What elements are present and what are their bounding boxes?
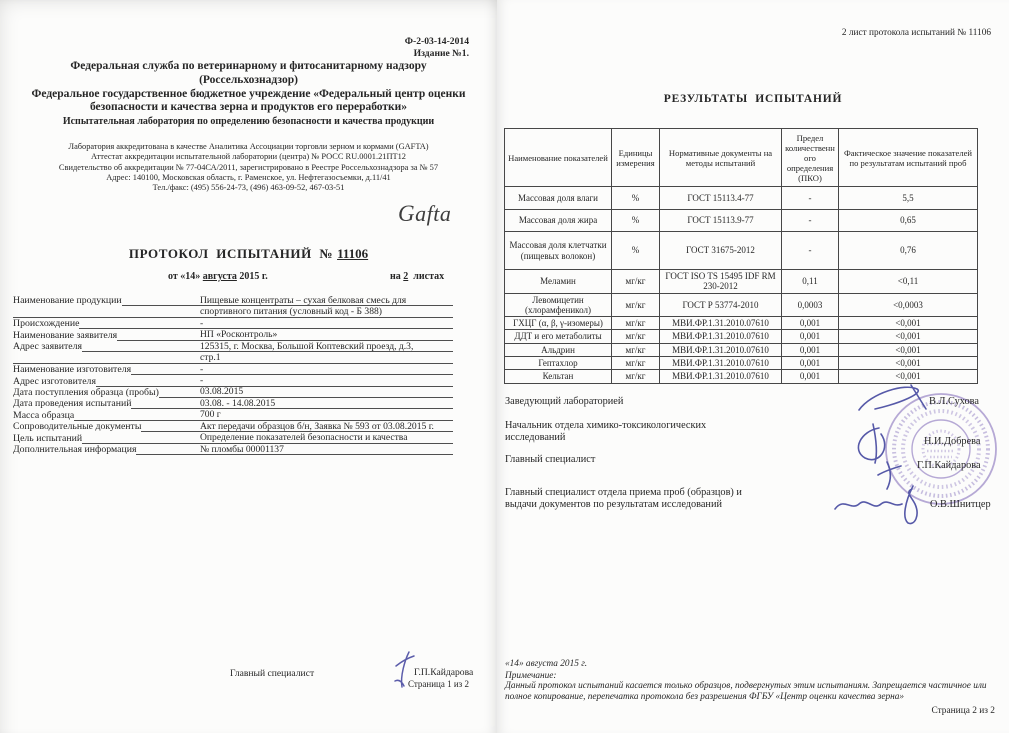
- institution-name: Федеральное государственное бюджетное учреждение «Федеральный центр оценки безопасности и качества зерна и продуктов его переработки»: [31, 88, 466, 113]
- field-label: Наименование заявителя: [13, 329, 118, 341]
- accreditation-line: Адрес: 140100, Московская область, г. Раменское, ул. Нефтегазосъемки, д.11/41: [106, 172, 391, 182]
- gafta-logo: Gafta: [398, 201, 452, 226]
- signer-name: Н.И.Добрева: [924, 436, 981, 447]
- field-value: 03.08.2015: [200, 386, 244, 398]
- cell-method: ГОСТ 31675-2012: [660, 232, 782, 270]
- cell-name: Меламин: [505, 270, 612, 294]
- cell-value: <0,001: [839, 343, 978, 356]
- footer-date: «14» августа 2015 г.: [505, 659, 588, 669]
- cell-unit: %: [612, 210, 660, 232]
- protocol-number: 11106: [337, 246, 369, 261]
- cell-pko: 0,001: [782, 317, 839, 330]
- field-label: Дополнительная информация: [13, 444, 137, 456]
- column-header: Предел количественного определения (ПКО): [782, 129, 839, 187]
- cell-unit: %: [612, 187, 660, 210]
- field-label: Дата поступления образца (пробы): [13, 386, 159, 398]
- cell-unit: %: [612, 232, 660, 270]
- protocol-title: [0, 246, 497, 262]
- cell-value: <0,11: [839, 270, 978, 294]
- page2-footer: [505, 659, 992, 702]
- cell-method: МВИ.ФР.1.31.2010.07610: [660, 343, 782, 356]
- field-value: 700 г: [200, 409, 221, 421]
- signer-role: Начальник отдела химико-токсикологических исследований: [505, 420, 707, 443]
- footer-note-label: Примечание:: [505, 670, 557, 681]
- cell-name: Гептахлор: [505, 357, 612, 370]
- field-label: Дата проведения испытаний: [13, 398, 132, 410]
- cell-unit: мг/кг: [612, 343, 660, 356]
- results-title: РЕЗУЛЬТАТЫ ИСПЫТАНИЙ: [663, 93, 843, 105]
- signature-dobreva: [858, 424, 884, 463]
- cell-method: МВИ.ФР.1.31.2010.07610: [660, 370, 782, 383]
- field-label: Адрес изготовителя: [13, 375, 96, 387]
- accreditation-line: Свидетельство об аккредитации № 77-04СА/2011, зарегистрировано в Реестре Россельхознадзора за № 57: [58, 162, 439, 172]
- stamp-and-signatures: [817, 378, 1009, 538]
- form-code: Ф-2-03-14-2014: [404, 36, 469, 47]
- cell-value: <0,001: [839, 317, 978, 330]
- field-value: 125315, г. Москва, Большой Коптевский проезд, д.3,: [200, 340, 414, 352]
- field-value: № пломбы 00001137: [200, 443, 284, 455]
- table-row: [505, 293, 978, 317]
- field-value: 03.08. - 14.08.2015: [200, 397, 276, 409]
- cell-unit: мг/кг: [612, 293, 660, 317]
- cell-value: <0,001: [839, 330, 978, 343]
- cell-pko: 0,0003: [782, 293, 839, 317]
- cell-method: МВИ.ФР.1.31.2010.07610: [660, 357, 782, 370]
- cell-value: 0,65: [839, 210, 978, 232]
- protocol-title-text: ПРОТОКОЛ ИСПЫТАНИЙ №: [128, 246, 338, 261]
- cell-pko: 0,11: [782, 270, 839, 294]
- cell-value: 0,76: [839, 232, 978, 270]
- signature-sukhova: [859, 385, 926, 410]
- cell-value: 5,5: [839, 187, 978, 210]
- laboratory-name: Испытательная лаборатория по определению безопасности и качества продукции: [62, 116, 435, 127]
- cell-value: <0,0003: [839, 293, 978, 317]
- protocol-date: от «14» августа 2015 г.: [168, 271, 268, 282]
- table-row: [505, 187, 978, 210]
- signature-kaydarova: [878, 462, 901, 489]
- cell-name: ГХЦГ (α, β, γ-изомеры): [505, 317, 612, 330]
- organization-header: [12, 60, 485, 128]
- field-label: Наименование изготовителя: [13, 364, 132, 376]
- cell-name: Массовая доля жира: [505, 210, 612, 232]
- field-underline: [136, 443, 453, 455]
- table-row: [505, 343, 978, 356]
- cell-method: ГОСТ 15113.4-77: [660, 187, 782, 210]
- cell-pko: 0,001: [782, 357, 839, 370]
- accreditation-line: Тел./факс: (495) 556-24-73, (496) 463-09-52, 467-03-51: [152, 183, 345, 193]
- cell-name: ДДТ и его метаболиты: [505, 330, 612, 343]
- table-row: [505, 317, 978, 330]
- agency-name: Федеральная служба по ветеринарному и фитосанитарному надзору: [70, 60, 427, 72]
- field-value: Пищевые концентраты – сухая белковая смесь для: [200, 294, 407, 306]
- cell-name: Массовая доля клетчатки (пищевых волокон): [505, 232, 612, 270]
- cell-value: <0,001: [839, 357, 978, 370]
- cell-pko: 0,001: [782, 343, 839, 356]
- footer-note-text: Данный протокол испытаний касается только образцов, подвергнутых этим испытаниям. Запрещается частичное или полное копирование, перепечатка протокола без разрешения ФГБУ «Центр оценки качества зерна»: [505, 681, 987, 702]
- field-label: Наименование продукции: [13, 295, 122, 307]
- table-row: [505, 330, 978, 343]
- signer-role: Заведующий лабораторией: [505, 396, 624, 407]
- cell-unit: мг/кг: [612, 317, 660, 330]
- cell-method: ГОСТ ISO TS 15495 IDF RM 230-2012: [660, 270, 782, 294]
- cell-pko: -: [782, 210, 839, 232]
- cell-name: Кельтан: [505, 370, 612, 383]
- edition-label: Издание №1.: [413, 47, 469, 59]
- cell-unit: мг/кг: [612, 370, 660, 383]
- column-header: Фактическое значение показателей по результатам испытаний проб: [839, 129, 978, 187]
- form-fields: [13, 295, 453, 455]
- cell-name: Массовая доля влаги: [505, 187, 612, 210]
- results-table: [504, 128, 978, 384]
- cell-value: <0,001: [839, 370, 978, 383]
- cell-pko: -: [782, 187, 839, 210]
- table-row: [505, 270, 978, 294]
- signer-name: В.Л.Сухова: [929, 396, 979, 407]
- page1-page-label: Страница 1 из 2: [408, 679, 469, 689]
- protocol-page-2: [497, 0, 1009, 733]
- cell-pko: 0,001: [782, 330, 839, 343]
- field-value: НП «Росконтроль»: [200, 329, 278, 341]
- form-row: [13, 444, 453, 455]
- table-row: [505, 357, 978, 370]
- field-value: -: [200, 375, 204, 386]
- cell-pko: 0,001: [782, 370, 839, 383]
- cell-unit: мг/кг: [612, 330, 660, 343]
- page1-signer-role: Главный специалист: [230, 668, 315, 679]
- cell-name: Альдрин: [505, 343, 612, 356]
- page2-header-note: 2 лист протокола испытаний № 11106: [841, 28, 991, 38]
- column-header: Нормативные документы на методы испытаний: [660, 129, 782, 187]
- results-table-body: [505, 187, 978, 384]
- column-header: Наименование показателей: [505, 129, 612, 187]
- table-row: [505, 210, 978, 232]
- agency-short-name: (Россельхознадзор): [199, 73, 298, 86]
- signer-name: Г.П.Кайдарова: [917, 460, 981, 471]
- field-value: -: [200, 317, 204, 329]
- signer-role: Главный специалист отдела приема проб (образцов) и выдачи документов по результатам исследований: [505, 487, 742, 510]
- field-label: Масса образца: [13, 409, 75, 421]
- signature-shnitser: [835, 486, 917, 524]
- protocol-page-1: [0, 0, 497, 733]
- accreditation-block: [10, 142, 487, 193]
- cell-pko: -: [782, 232, 839, 270]
- field-label: Адрес заявителя: [13, 341, 82, 353]
- results-table-head-row: [505, 129, 978, 187]
- page1-signer-name: Г.П.Кайдарова: [414, 667, 474, 678]
- cell-name: Левомицетин (хлорамфеникол): [505, 293, 612, 317]
- sheets-count: на 2 листах: [390, 271, 445, 282]
- table-row: [505, 232, 978, 270]
- field-label: Сопроводительные документы: [13, 421, 142, 433]
- signer-name: О.В.Шнитцер: [930, 499, 991, 510]
- field-value: Определение показателей безопасности и качества: [200, 432, 408, 444]
- field-value: Акт передачи образцов б/н, Заявка № 593 от 03.08.2015 г.: [200, 420, 434, 432]
- column-header: Единицы измерения: [612, 129, 660, 187]
- cell-method: ГОСТ 15113.9-77: [660, 210, 782, 232]
- cell-method: МВИ.ФР.1.31.2010.07610: [660, 317, 782, 330]
- field-value: -: [200, 363, 204, 375]
- cell-unit: мг/кг: [612, 270, 660, 294]
- cell-unit: мг/кг: [612, 357, 660, 370]
- form-code-block: [405, 36, 469, 59]
- accreditation-line: Аттестат аккредитации испытательной лаборатории (центра) № РОСС RU.0001.21ПТ12: [91, 152, 406, 162]
- signer-role: Главный специалист: [505, 454, 596, 465]
- cell-method: МВИ.ФР.1.31.2010.07610: [660, 330, 782, 343]
- page2-page-label: Страница 2 из 2: [931, 706, 995, 716]
- cell-method: ГОСТ Р 53774-2010: [660, 293, 782, 317]
- accreditation-line: Лаборатория аккредитована в качестве Аналитика Ассоциации торговли зерном и кормами (GAFTA): [68, 142, 429, 151]
- round-stamp-icon: [886, 394, 996, 504]
- field-value: стр.1: [200, 352, 221, 364]
- field-label: Происхождение: [13, 318, 80, 330]
- field-value: спортивного питания (условный код - Б 388): [200, 306, 382, 318]
- field-label: Цель испытаний: [13, 432, 83, 444]
